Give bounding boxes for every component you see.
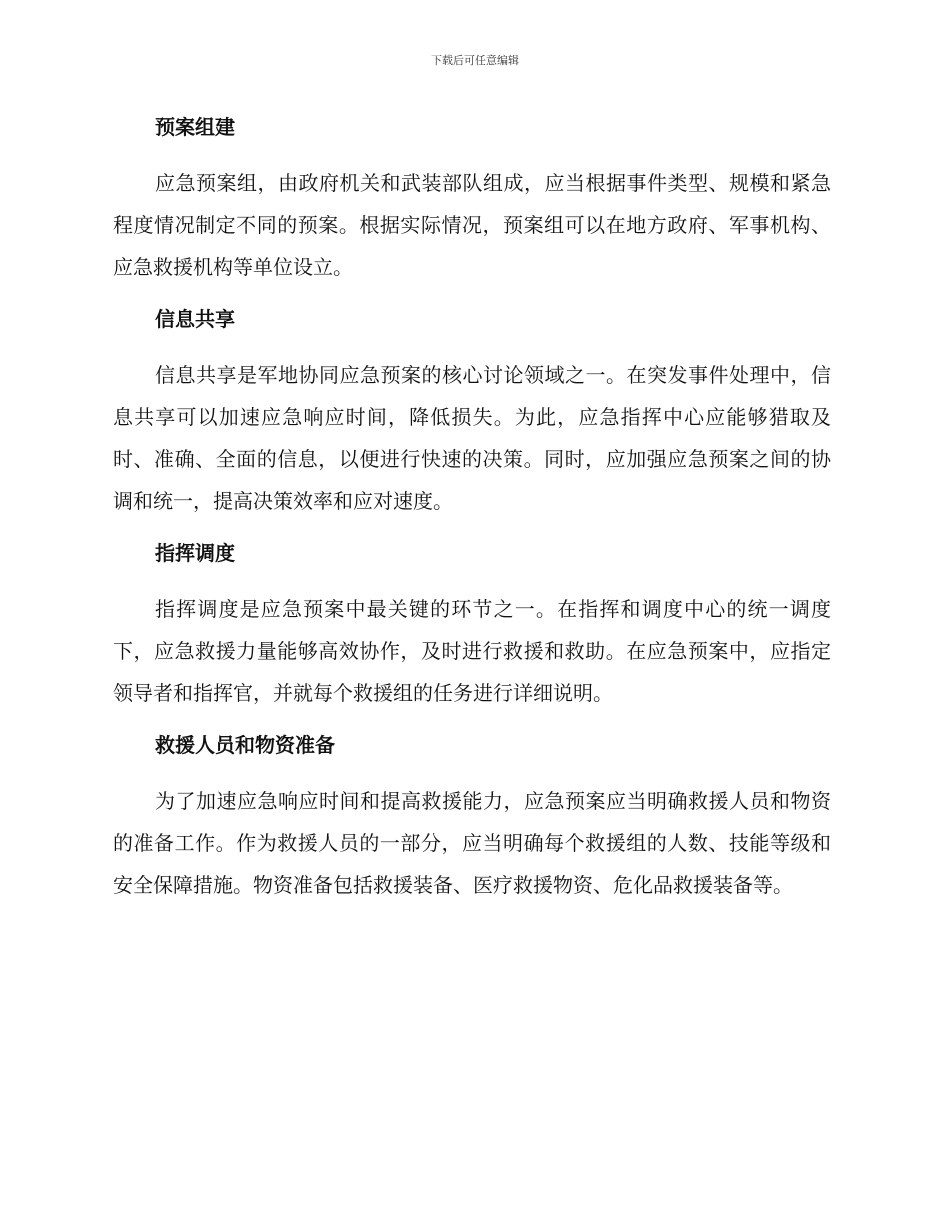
section-heading-information-sharing: 信息共享 [155,307,235,331]
section-body-command-dispatch: 指挥调度是应急预案中最关键的环节之一。在指挥和调度中心的统一调度下，应急救援力量能够高效协作，及时进行救援和救助。在应急预案中，应指定领导者和指挥官，并就每个救援组的任务进行详细说明。 [113,597,831,705]
section-heading-rescue-preparation: 救援人员和物资准备 [155,733,335,757]
section-body-information-sharing: 信息共享是军地协同应急预案的核心讨论领域之一。在突发事件处理中，信息共享可以加速应急响应时间，降低损失。为此，应急指挥中心应能够猎取及时、准确、全面的信息，以便进行快速的决策。同时，应加强应急预案之间的协调和统一，提高决策效率和应对速度。 [113,363,831,513]
section-body-plan-formation: 应急预案组，由政府机关和武装部队组成，应当根据事件类型、规模和紧急程度情况制定不同的预案。根据实际情况，预案组可以在地方政府、军事机构、应急救援机构等单位设立。 [113,171,831,279]
document-body [113,106,831,916]
section-heading-command-dispatch: 指挥调度 [155,541,235,565]
section-heading-plan-formation: 预案组建 [155,115,235,139]
section-body-rescue-preparation: 为了加速应急响应时间和提高救援能力，应急预案应当明确救援人员和物资的准备工作。作为救援人员的一部分，应当明确每个救援组的人数、技能等级和安全保障措施。物资准备包括救援装备、医疗救援物资、危化品救援装备等。 [113,789,831,897]
page-header: 下载后可任意编辑 [431,54,519,67]
